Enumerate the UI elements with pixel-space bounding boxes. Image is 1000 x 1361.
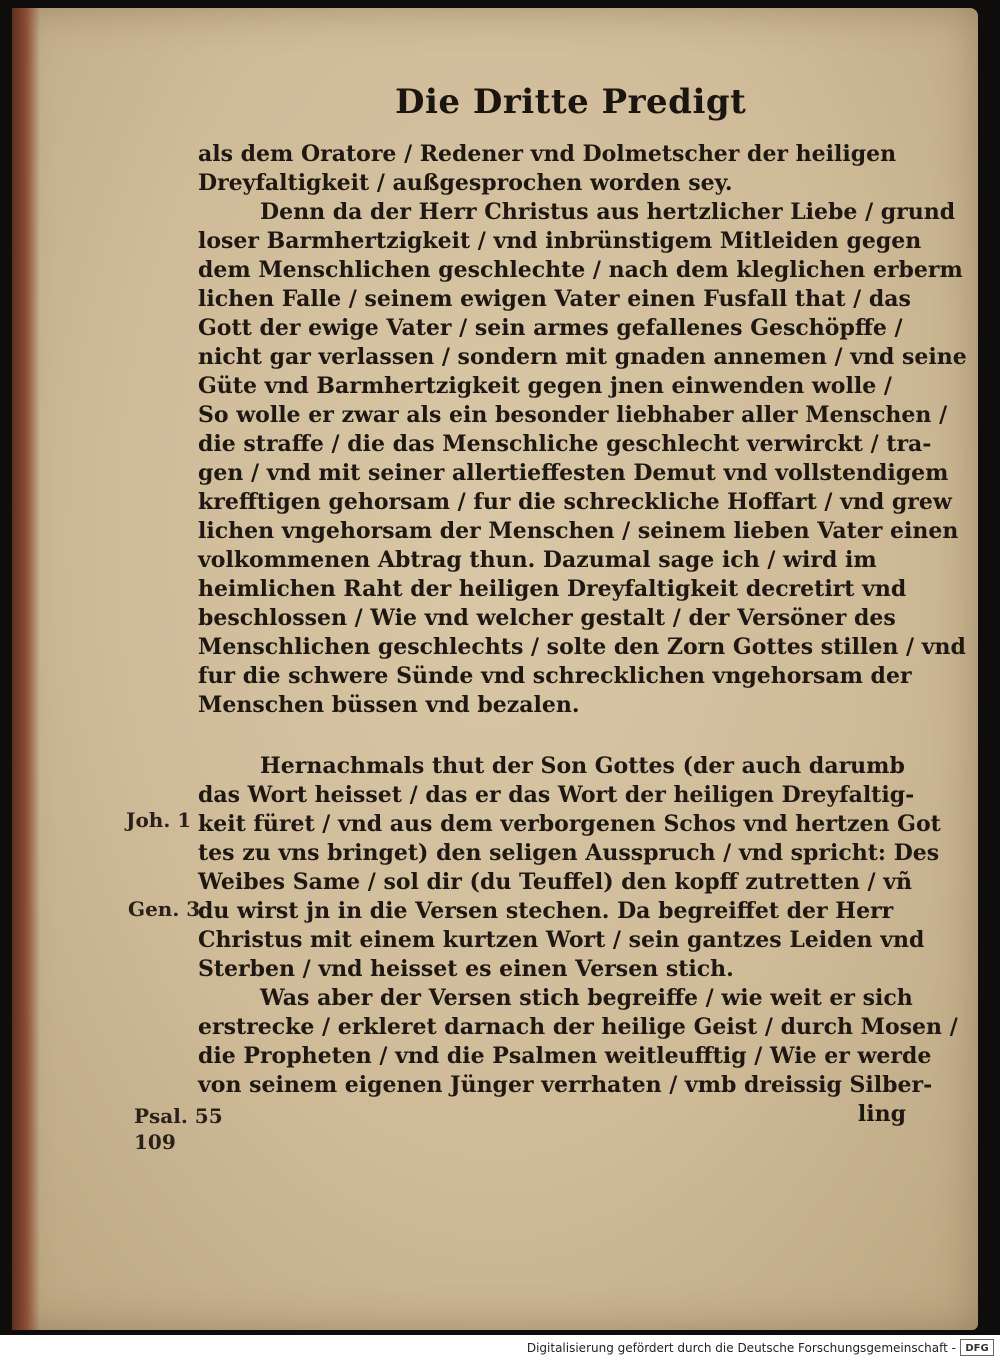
sermon-text xyxy=(198,140,967,1129)
text-line: die straffe / die das Menschliche geschlecht verwirckt / tra- xyxy=(198,431,932,457)
text-line: Weibes Same / sol dir (du Teuffel) den kopff zutretten / vñ xyxy=(198,869,913,895)
text-line: heimlichen Raht der heiligen Dreyfaltigkeit decretirt vnd xyxy=(198,576,907,602)
text-line: lichen vngehorsam der Menschen / seinem lieben Vater einen xyxy=(198,518,959,544)
text-line: beschlossen / Wie vnd welcher gestalt / der Versöner des xyxy=(198,605,896,631)
text-line: Christus mit einem kurtzen Wort / sein gantzes Leiden vnd xyxy=(198,927,925,953)
digitization-footer xyxy=(0,1335,1000,1361)
text-line: du wirst jn in die Versen stechen. Da begreiffet der Herr xyxy=(198,898,894,924)
text-line: fur die schwere Sünde vnd schrecklichen vngehorsam der xyxy=(198,663,912,689)
text-line: Dreyfaltigkeit / außgesprochen worden sey. xyxy=(198,170,733,196)
paragraph-gap xyxy=(198,720,918,752)
page-gutter-edge xyxy=(12,8,40,1330)
text-line: lichen Falle / seinem ewigen Vater einen Fusfall that / das xyxy=(198,286,911,312)
margin-note-gen: Gen. 3 xyxy=(128,897,201,921)
running-head: Die Dritte Predigt xyxy=(395,82,747,122)
text-line: als dem Oratore / Redener vnd Dolmetscher der heiligen xyxy=(198,141,897,167)
margin-note-joh: Joh. 1 xyxy=(126,808,192,832)
text-line: dem Menschlichen geschlechte / nach dem kleglichen erberm xyxy=(198,257,963,283)
margin-note-psal: Psal. 55 xyxy=(134,1104,223,1128)
text-line: tes zu vns bringet) den seligen Ausspruch / vnd spricht: Des xyxy=(198,840,940,866)
margin-note-psal-number: 109 xyxy=(134,1130,176,1154)
text-line: nicht gar verlassen / sondern mit gnaden annemen / vnd seine xyxy=(198,344,967,370)
text-line: das Wort heisset / das er das Wort der heiligen Dreyfaltig- xyxy=(198,782,915,808)
text-line: krefftigen gehorsam / fur die schreckliche Hoffart / vnd grew xyxy=(198,489,952,515)
text-line: volkommenen Abtrag thun. Dazumal sage ich / wird im xyxy=(198,547,877,573)
text-line: Sterben / vnd heisset es einen Versen stich. xyxy=(198,956,734,982)
text-line: die Propheten / vnd die Psalmen weitleufftig / Wie er werde xyxy=(198,1043,932,1069)
text-line: von seinem eigenen Jünger verrhaten / vmb dreissig Silber- xyxy=(198,1072,933,1098)
text-line: Menschen büssen vnd bezalen. xyxy=(198,692,580,718)
text-line: loser Barmhertzigkeit / vnd inbrünstigem Mitleiden gegen xyxy=(198,228,922,254)
text-line: erstrecke / erkleret darnach der heilige Geist / durch Mosen / xyxy=(198,1014,958,1040)
text-line: Menschlichen geschlechts / solte den Zorn Gottes stillen / vnd xyxy=(198,634,966,660)
text-line: keit füret / vnd aus dem verborgenen Schos vnd hertzen Got xyxy=(198,811,941,837)
text-line: Denn da der Herr Christus aus hertzlicher Liebe / grund xyxy=(260,199,956,225)
funding-credit: Digitalisierung gefördert durch die Deutsche Forschungsgemeinschaft - xyxy=(526,1341,956,1355)
text-line: Was aber der Versen stich begreiffe / wie weit er sich xyxy=(260,985,913,1011)
text-line: Gott der ewige Vater / sein armes gefallenes Geschöpffe / xyxy=(198,315,903,341)
text-line: Güte vnd Barmhertzigkeit gegen jnen einwenden wolle / xyxy=(198,373,892,399)
text-line: So wolle er zwar als ein besonder liebhaber aller Menschen / xyxy=(198,402,948,428)
text-line: gen / vnd mit seiner allertieffesten Demut vnd vollstendigem xyxy=(198,460,949,486)
dfg-logo: DFG xyxy=(960,1339,994,1356)
catchword: ling xyxy=(857,1101,906,1127)
text-line: Hernachmals thut der Son Gottes (der auch darumb xyxy=(260,753,905,779)
